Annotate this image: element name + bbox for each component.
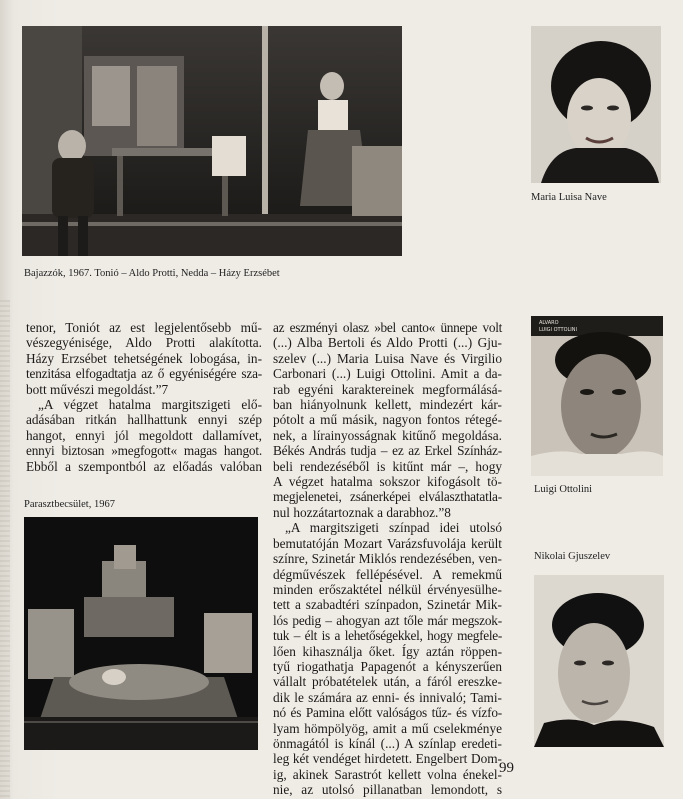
left-line-3: Házy Erzsébet tehetségének lobogása, in- [26,350,262,366]
caption-bajazzok: Bajazzók, 1967. Tonió – Aldo Protti, Nedda – Házy Erzsébet [24,268,280,279]
right-line-9: Békés András tudja – ez az Erkel Színház- [273,443,502,459]
right-line-26: nó és Pamina előtt valóságos tűz- és vízfo- [273,705,502,721]
right-line-18: minden erőszaktétel nélkül érvényesülhe- [273,581,502,597]
right-line-21: tuk – élt is a lehetőségekkel, hogy megfele- [273,628,502,644]
right-line-10: beli rendezéséből is kitűnt már –, hogy [273,458,502,474]
right-line-14: „A margitszigeti színpad idei utolsó [285,520,502,536]
right-line-1: az eszményi olasz »bel canto« ünnepe volt [273,320,502,335]
right-line-15: bemutatóján Mozart Varázsfuvolája került [273,535,502,551]
right-line-8: nek, a lírainyosságnak kitűnő megoldása. [273,427,502,443]
left-line-8: hangot, ennyi jól megoldott dallamívet, [26,427,262,443]
page-gutter [0,300,10,799]
right-line-16: színre, Szinetár Miklós rendezésében, ven- [273,551,502,567]
left-line-5: bott művészi megoldást.”7 [26,381,169,397]
right-line-17: dégművészek fellépésével. A remekmű [273,566,502,582]
left-line-6: „A végzet hatalma margitszigeti elő- [38,397,262,413]
left-line-4: tenzitása elfogadtatja az ő egyéniségére sza- [26,366,262,382]
right-line-27: lyam hömpölyög, amit a mű cselekménye [273,720,502,736]
stage-photo-bajazzok-image [22,26,402,256]
stage-photo-bajazzok [22,26,402,256]
right-line-2: (...) Alba Bertoli és Aldo Protti (...) Gju- [273,335,502,351]
portrait-ottolini-image [531,316,663,476]
caption-nave: Maria Luisa Nave [531,192,607,203]
right-line-20: lós pedig – ahogyan azt tőle már megszok- [273,612,502,628]
right-line-4: Carbonari (...) Luigi Ottolini. Amit a da- [273,366,502,382]
right-line-28: önmagától is kínál (...) A színlap eredeti- [273,735,502,751]
photo-parasztbecsulet-stage [24,517,258,750]
portrait-nave-image [531,26,661,183]
left-line-2: vészegyénisége, Aldo Protti alakította. [26,335,262,351]
parasztbecsulet-image [24,517,258,750]
right-line-13: nul hozzátartoznak a darabhoz.”8 [273,504,451,520]
right-line-31: nie, az utolsó pillanatban lemondott, s [273,782,502,798]
right-line-7: pótolt a mű másik, nagyon fontos rétegé- [273,412,502,428]
right-line-24: vállalt próbatételek után, a fáról ereszke- [273,674,502,690]
ottolini-label-line2: LUIGI OTTOLINI [539,327,577,333]
left-line-1: tenor, Toniót az est legjelentősebb mű- [26,320,262,335]
right-line-29: leg két vendéget hirdetett. Engelbert Dom- [273,751,502,767]
right-text-column [273,320,502,798]
portrait-maria-luisa-nave [531,26,661,183]
right-line-22: lően kihasználja őket. Így aztán röppen- [273,643,502,659]
right-line-6: ban hiányolnunk kellett, mindezért kár- [273,397,502,413]
right-line-11: A végzet hatalma sokszor kifogásolt tö- [273,474,502,490]
portrait-luigi-ottolini [531,316,663,476]
right-line-5: rab egyéni karaktereinek megformálásá- [273,381,502,397]
portrait-gjuszelev-image [534,575,664,747]
left-line-10: Ebből a szempontból az előadás valóban [26,458,262,474]
ottolini-label-line1: ALVARO [539,320,559,326]
portrait-nikolai-gjuszelev [534,575,664,747]
left-line-9: ennyi biztosan »megfogott« magas hangot. [26,443,262,459]
caption-gjuszelev: Nikolai Gjuszelev [534,551,611,562]
caption-parasztbecsulet: Parasztbecsület, 1967 [24,499,115,510]
right-line-19: tett a szabadtéri színpadon, Szinetár Mik- [273,597,502,613]
left-line-7: adásában ritkán hallhattunk ennyi szép [26,412,262,428]
page-number: 99 [499,760,514,776]
left-text-column [26,320,262,474]
right-line-30: ig, akinek Sarastrót kellett volna énekel- [273,766,502,782]
right-line-23: tyű riogathatja Papagenót a kényszerűen [273,658,502,674]
right-line-25: dik le számára az enni- és innivaló; Tami- [273,689,502,705]
right-line-12: megjelenetei, zsánerképei elválaszthatatla- [273,489,502,505]
caption-ottolini: Luigi Ottolini [534,484,593,495]
right-line-3: szelev (...) Maria Luisa Nave és Virgilio [273,350,502,366]
